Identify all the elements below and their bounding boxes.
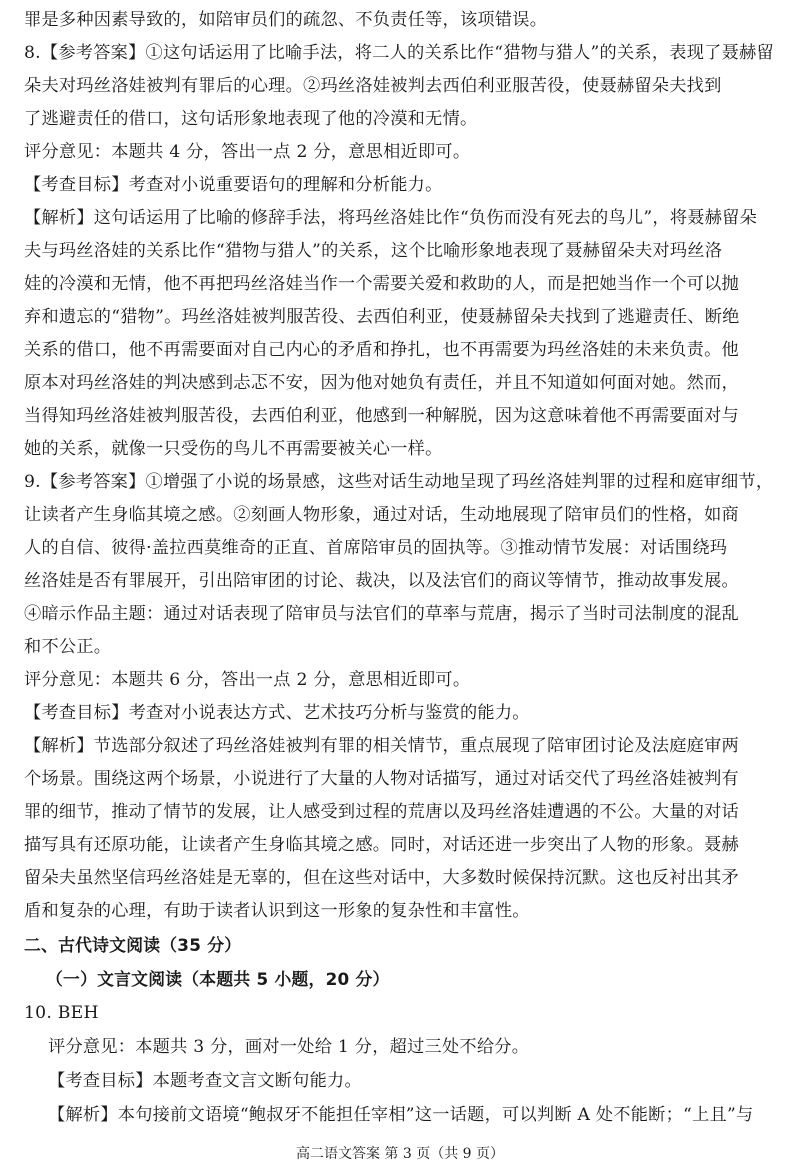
text-line: 罪是多种因素导致的，如陪审员们的疏忽、不负责任等，该项错误。 xyxy=(24,10,548,30)
text-line: 丝洛娃是否有罪展开，引出陪审团的讨论、裁决，以及法官们的商议等情节，推动故事发展。 xyxy=(24,571,739,591)
text-line: ④暗示作品主题：通过对话表现了陪审员与法官们的草率与荒唐，揭示了当时司法制度的混乱 xyxy=(24,604,739,624)
text-line: 【考查目标】考查对小说重要语句的理解和分析能力。 xyxy=(24,175,443,195)
text-line: 8.【参考答案】①这句话运用了比喻手法，将二人的关系比作“猎物与猎人”的关系，表现了聂赫留 xyxy=(24,43,774,63)
text-line: 了逃避责任的借口，这句话形象地表现了他的冷漠和无情。 xyxy=(24,109,478,129)
text-line: 【解析】这句话运用了比喻的修辞手法，将玛丝洛娃比作“负伤而没有死去的鸟儿”，将聂赫留朵 xyxy=(24,208,758,228)
text-line: 罪的细节，推动了情节的发展，让人感受到过程的荒唐以及玛丝洛娃遭遇的不公。大量的对话 xyxy=(24,802,739,822)
question-number: 10. BEH xyxy=(24,1003,99,1023)
text-line: 评分意见：本题共 4 分，答出一点 2 分，意思相近即可。 xyxy=(24,142,471,162)
text-line: 留朵夫虽然坚信玛丝洛娃是无辜的，但在这些对话中，大多数时候保持沉默。这也反衬出其矛 xyxy=(24,868,739,888)
text-line: 原本对玛丝洛娃的判决感到忐忑不安，因为他对她负有责任，并且不知道如何面对她。然而， xyxy=(24,373,739,393)
text-line: 9.【参考答案】①增强了小说的场景感，这些对话生动地呈现了玛丝洛娃判罪的过程和庭审细节， xyxy=(24,472,774,492)
text-line: 【考查目标】本题考查文言文断句能力。 xyxy=(48,1071,362,1091)
text-line: 弃和遗忘的“猎物”。玛丝洛娃被判服苦役、去西伯利亚，使聂赫留朵夫找到了逃避责任、断绝 xyxy=(24,307,740,327)
text-line: 人的自信、彼得·盖拉西莫维奇的正直、首席陪审员的固执等。③推动情节发展：对话围绕玛 xyxy=(24,538,728,558)
text-line: 评分意见：本题共 3 分，画对一处给 1 分，超过三处不给分。 xyxy=(48,1037,530,1057)
section-heading: 二、古代诗文阅读（35 分） xyxy=(24,935,242,955)
text-line: 盾和复杂的心理，有助于读者认识到这一形象的复杂性和丰富性。 xyxy=(24,901,530,921)
text-line: 当得知玛丝洛娃被判服苦役，去西伯利亚，他感到一种解脱，因为这意味着他不再需要面对与 xyxy=(24,406,739,426)
text-line: 她的关系，就像一只受伤的鸟儿不再需要被关心一样。 xyxy=(24,439,443,459)
text-line: 【解析】节选部分叙述了玛丝洛娃被判有罪的相关情节，重点展现了陪审团讨论及法庭庭审两 xyxy=(24,736,739,756)
text-line: 朵夫对玛丝洛娃被判有罪后的心理。②玛丝洛娃被判去西伯利亚服苦役，使聂赫留朵夫找到 xyxy=(24,76,722,96)
text-line: 和不公正。 xyxy=(24,637,112,657)
text-line: 【考查目标】考查对小说表达方式、艺术技巧分析与鉴赏的能力。 xyxy=(24,703,530,723)
text-line: 评分意见：本题共 6 分，答出一点 2 分，意思相近即可。 xyxy=(24,670,471,690)
subsection-heading: （一）文言文阅读（本题共 5 小题，20 分） xyxy=(46,969,390,989)
text-line: 让读者产生身临其境之感。②刻画人物形象，通过对话，生动地展现了陪审员们的性格，如商 xyxy=(24,505,739,525)
page-footer: 高二语文答案 第 3 页（共 9 页） xyxy=(295,1146,505,1162)
text-line: 娃的冷漠和无情，他不再把玛丝洛娃当作一个需要关爱和救助的人，而是把她当作一个可以抛 xyxy=(24,274,739,294)
text-line: 关系的借口，他不再需要面对自己内心的矛盾和挣扎，也不再需要为玛丝洛娃的未来负责。他 xyxy=(24,340,739,360)
text-line: 描写具有还原功能，让读者产生身临其境之感。同时，对话还进一步突出了人物的形象。聂赫 xyxy=(24,835,739,855)
text-line: 【解析】本句接前文语境“鲍叔牙不能担任宰相”这一话题，可以判断 A 处不能断；“上且”与 xyxy=(48,1105,754,1125)
text-line: 夫与玛丝洛娃的关系比作“猎物与猎人”的关系，这个比喻形象地表现了聂赫留朵夫对玛丝洛 xyxy=(24,241,723,261)
text-line: 个场景。围绕这两个场景，小说进行了大量的人物对话描写，通过对话交代了玛丝洛娃被判有 xyxy=(24,769,739,789)
